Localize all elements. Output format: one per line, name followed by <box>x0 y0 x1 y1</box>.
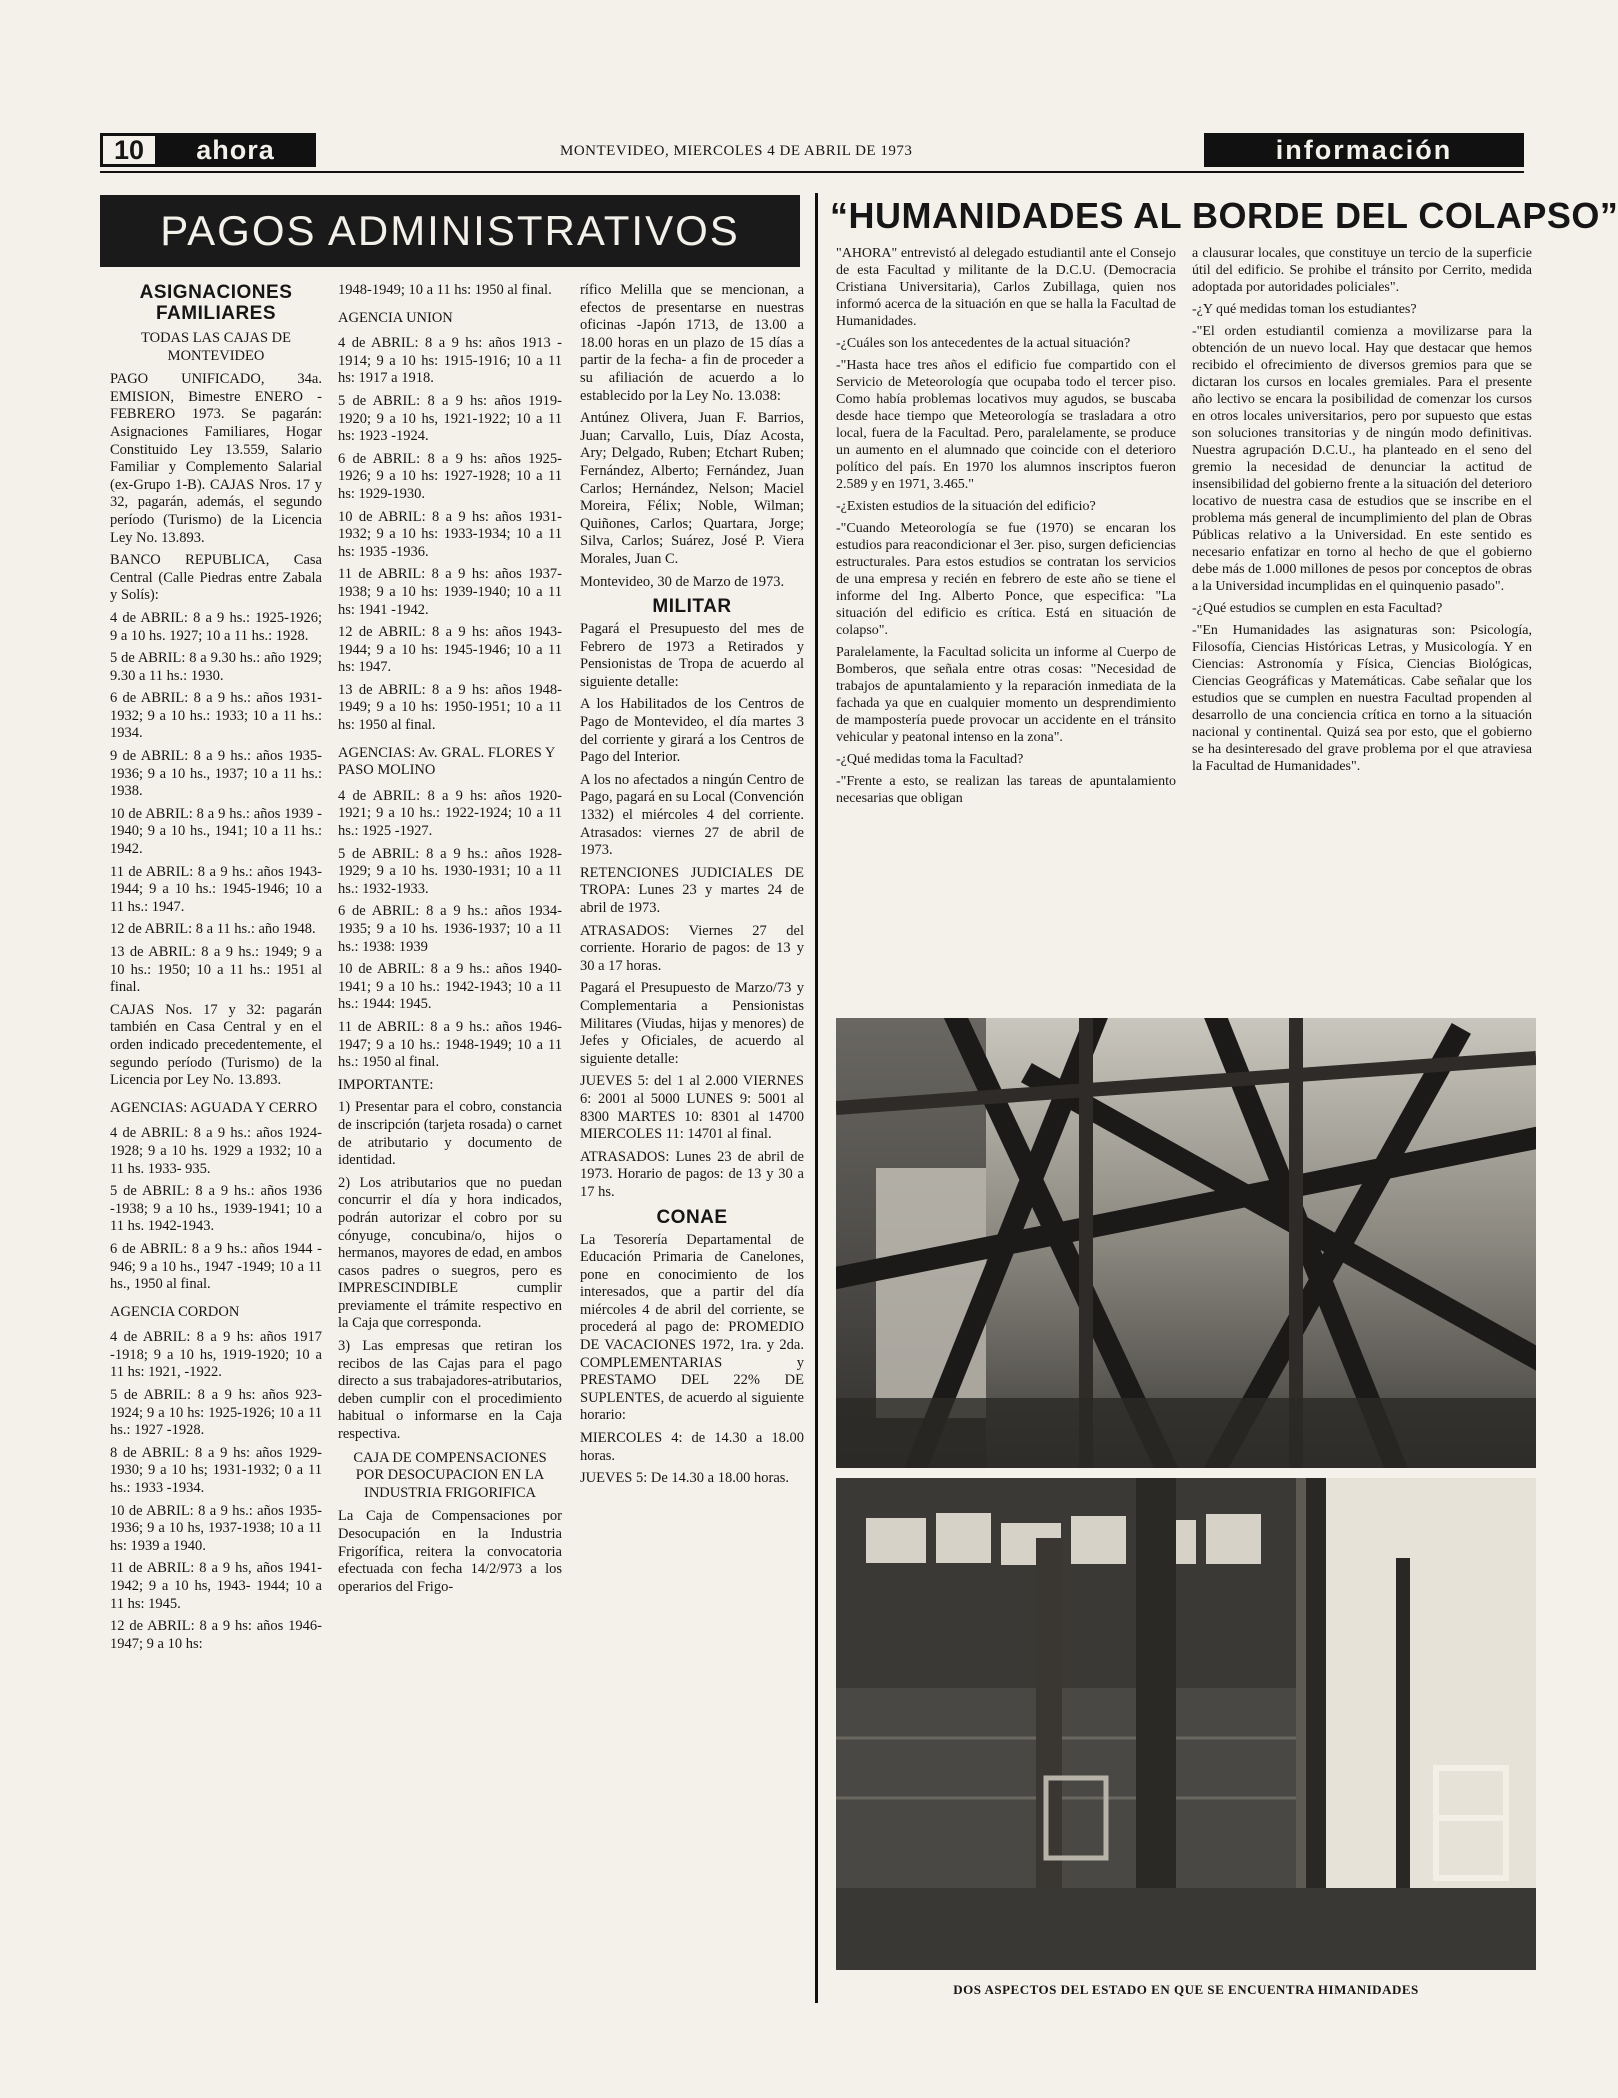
subsection-heading: MILITAR <box>652 596 732 618</box>
agency-heading: AGENCIA UNION <box>338 309 453 326</box>
section-banner: PAGOS ADMINISTRATIVOS <box>100 195 800 267</box>
article-paragraph: -¿Cuáles son los antecedentes de la actual situación? <box>836 336 1131 351</box>
scaffolding-photo <box>836 1018 1536 1468</box>
paragraph: CAJAS Nos. 17 y 32: pagarán también en Casa Central y en el orden indicado precedentemente, el segundo período (Turismo) de la Licencia por Ley No. 13.893. <box>110 1001 322 1089</box>
column-divider <box>815 193 818 2003</box>
paragraph: A los Habilitados de los Centros de Pago de Montevideo, el día martes 3 del corriente y girará a los Centros de Pago del Interior. <box>580 696 804 766</box>
paragraph: 5 de ABRIL: 8 a 9 hs: años 923-1924; 9 a 10 hs: 1925-1926; 10 a 11 hs.: 1927 -1928. <box>110 1387 322 1439</box>
dateline: MONTEVIDEO, MIERCOLES 4 DE ABRIL DE 1973 <box>560 143 913 159</box>
paragraph: 5 de ABRIL: 8 a 9 hs.: años 1928-1929; 9 a 10 hs. 1930-1931; 10 a 11 hs.: 1932-1933. <box>338 845 562 897</box>
paragraph: 11 de ABRIL: 8 a 9 hs.: años 1943-1944; 9 a 10 hs.: 1945-1946; 10 a 11 hs.: 1947. <box>110 863 322 915</box>
page-number: 10 <box>103 136 158 164</box>
paragraph: 6 de ABRIL: 8 a 9 hs.: años 1944 - 946; 9 a 10 hs., 1947 -1949; 10 a 11 hs., 1950 al final. <box>110 1240 322 1293</box>
left-column-2 <box>338 282 562 1601</box>
interior-illustration <box>836 1478 1536 1970</box>
paragraph: 12 de ABRIL: 8 a 9 hs: años 1943-1944; 9 a 10 hs: 1945-1946; 10 a 11 hs: 1947. <box>338 624 562 676</box>
paragraph: 4 de ABRIL: 8 a 9 hs: años 1920-1921; 9 a 10 hs.: 1922-1924; 10 a 11 hs.: 1925 -1927. <box>338 787 562 840</box>
article-paragraph: Paralelamente, la Facultad solicita un informe al Cuerpo de Bomberos, que señala entre otras cosas: "Necesidad de trabajos de apuntalamiento y la reparación inmediata de la fachada ya que en cualquier momento un desprendimiento de mampostería puede provocar un accidente en el tránsito vehicular y peatonal intenso en la zona". <box>836 645 1176 745</box>
article-column-1 <box>836 245 1176 812</box>
paragraph: 1948-1949; 10 a 11 hs: 1950 al final. <box>338 282 552 298</box>
left-column-3 <box>580 282 804 1493</box>
paragraph: 12 de ABRIL: 8 a 11 hs.: año 1948. <box>110 921 316 938</box>
newspaper-brand: ahora <box>158 136 313 164</box>
paragraph: 13 de ABRIL: 8 a 9 hs: años 1948-1949; 9 a 10 hs: 1950-1951; 10 a 11 hs: 1950 al final. <box>338 681 562 734</box>
article-paragraph: -"En Humanidades las asignaturas son: Psicología, Filosofía, Ciencias Históricas Letras, y Musicología. Y en Ciencias: Astronomía y Física, Ciencias Biológicas, Ciencias Geográficas y Matemáticas. Cabe señalar que los estudios que se cumplen en nuestra Facultad propenden al desarrollo de una conciencia crítica en torno a la situación nacional y continental. Quizá sea por esto, que el gobierno se ha desinteresado del grave problema por el que atraviesa la Facultad de Humanidades". <box>1192 623 1532 774</box>
paragraph: 4 de ABRIL: 8 a 9 hs: años 1913 - 1914; 9 a 10 hs: 1915-1916; 10 a 11 hs: 1917 a 1918. <box>338 335 562 387</box>
paragraph: 6 de ABRIL: 8 a 9 hs: años 1925-1926; 9 a 10 hs: 1927-1928; 10 a 11 hs: 1929-1930. <box>338 450 562 502</box>
paragraph: Pagará el Presupuesto del mes de Febrero de 1973 a Retirados y Pensionistas de Tropa de acuerdo al siguiente detalle: <box>580 621 804 690</box>
paragraph: 6 de ABRIL: 8 a 9 hs.: años 1931-1932; 9 a 10 hs.: 1933; 10 a 11 hs.: 1934. <box>110 690 322 742</box>
paragraph: A los no afectados a ningún Centro de Pago, pagará en su Local (Convención 1332) el miércoles 4 del corriente. Atrasados: viernes 27 de abril de 1973. <box>580 771 804 859</box>
article-paragraph: -¿Qué estudios se cumplen en esta Facultad? <box>1192 601 1443 616</box>
paragraph: 11 de ABRIL: 8 a 9 hs.: años 1946-1947; 9 a 10 hs.: 1948-1949; 10 a 11 hs.: 1950 al final. <box>338 1018 562 1071</box>
article-headline: “HUMANIDADES AL BORDE DEL COLAPSO” <box>830 195 1618 236</box>
left-column-1 <box>110 282 322 1658</box>
subsection-subtitle: CAJA DE COMPENSACIONES POR DESOCUPACION EN LA INDUSTRIA FRIGORIFICA <box>353 1449 547 1501</box>
paragraph: Pagará el Presupuesto de Marzo/73 y Complementaria a Pensionistas Militares (Viudas, hijas y menores) de Jefes y Oficiales, de acuerdo al siguiente detalle: <box>580 980 804 1067</box>
masthead-rule <box>100 171 1524 173</box>
paragraph: PAGO UNIFICADO, 34a. EMISION, Bimestre ENERO -FEBRERO 1973. Se pagarán: Asignaciones Familiares, Hogar Constituido Ley 13.559, Salario Familiar y Complemento Salarial (ex-Grupo 1-B). CAJAS Nros. 17 y 32, pagarán, además, el segundo período (Turismo) de la Licencia Ley No. 13.893. <box>110 371 322 546</box>
paragraph: 10 de ABRIL: 8 a 9 hs.: años 1939 - 1940; 9 a 10 hs., 1941; 10 a 11 hs.: 1942. <box>110 805 322 858</box>
paragraph: 4 de ABRIL: 8 a 9 hs.: 1925-1926; 9 a 10 hs. 1927; 10 a 11 hs.: 1928. <box>110 609 322 644</box>
article-paragraph: -"El orden estudiantil comienza a movilizarse para la obtención de un nuevo local. Hay que destacar que hemos recibido el ofrecimiento de diversos gremios para que se dictaran los cursos en locales gremiales. Para el presente año lectivo se encara la posibilidad de comenzar los cursos en otros locales universitarios, pero por supuesto que estas son soluciones transitorias y de ningún modo definitivas. Nuestra agrupación D.C.U., ha planteado en el seno del gremio la necesidad de denunciar la actitud de insensibilidad del gobierno frente a la situación del deterioro locativo de nuestra casa de estudios que se inscribe en el problema más general de incumplimiento del plan de Obras Públicas relativo a la Universidad. En este sentido es necesario enfatizar en torno al hecho de que el gobierno debe más de 1.000 millones de pesos por conceptos de obras a la Universidad incumplidas en el quinquenio pasado". <box>1192 324 1532 594</box>
paragraph: 5 de ABRIL: 8 a 9 hs.: años 1936 -1938; 9 a 10 hs., 1939-1941; 10 a 11 hs. 1942-1943. <box>110 1183 322 1235</box>
paragraph: 10 de ABRIL: 8 a 9 hs.: años 1940-1941; 9 a 10 hs.: 1942-1943; 10 a 11 hs.: 1944: 1945. <box>338 961 562 1013</box>
photo-caption: DOS ASPECTOS DEL ESTADO EN QUE SE ENCUENTRA HIMANIDADES <box>953 1982 1419 1997</box>
article-paragraph: "AHORA" entrevistó al delegado estudiantil ante el Consejo de esta Facultad y militante de la D.C.U. (Democracia Cristiana Universitaria), Carlos Zubillaga, quien nos informó acerca de la situación en que se halla la Facultad de Humanidades. <box>836 246 1176 329</box>
article-paragraph: -¿Qué medidas toma la Facultad? <box>836 752 1024 767</box>
paragraph: rífico Melilla que se mencionan, a efectos de presentarse en nuestras oficinas -Japón 1713, de 13.00 a 18.00 horas en un plazo de 15 días a partir de la fecha- a fin de proceder a su afiliación de acuerdo a lo establecido por la Ley No. 13.038: <box>580 282 804 404</box>
paragraph: 4 de ABRIL: 8 a 9 hs: años 1917 -1918; 9 a 10 hs, 1919-1920; 10 a 11 hs: 1921, -1922. <box>110 1329 322 1381</box>
paragraph: 12 de ABRIL: 8 a 9 hs: años 1946-1947; 9 a 10 hs: <box>110 1618 322 1652</box>
paragraph: 5 de ABRIL: 8 a 9 hs: años 1919-1920; 9 a 10 hs, 1921-1922; 10 a 11 hs: 1923 -1924. <box>338 392 562 445</box>
paragraph: BANCO REPUBLICA, Casa Central (Calle Piedras entre Zabala y Solís): <box>110 552 322 604</box>
paragraph: 2) Los atributarios que no puedan concurrir el día y hora indicados, podrán autorizar el cobro por su cónyuge, concubina/o, hijos o hermanos, mayores de edad, en ambos casos padres o suegros, pero es IMPRESCINDIBLE cumplir previamente el trámite respectivo en la Caja que corresponda. <box>338 1174 562 1332</box>
article-paragraph: -¿Y qué medidas toman los estudiantes? <box>1192 302 1417 317</box>
article-paragraph: -"Cuando Meteorología se fue (1970) se encaran los estudios para reacondicionar el 3er. piso, surgen deficiencias estructurales. Para estos estudios se contratan los servicios de una empresa y recién en febrero de este año se tiene el informe del Ing. Alberto Ponce, que especifica: "La situación del edificio es crítica. Está en situación de colapso". <box>836 521 1176 638</box>
paragraph: JUEVES 5: De 14.30 a 18.00 horas. <box>580 1470 790 1487</box>
paragraph: IMPORTANTE: <box>338 1076 434 1093</box>
paragraph: 4 de ABRIL: 8 a 9 hs.: años 1924-1928; 9 a 10 hs. 1929 a 1932; 10 a 11 hs. 1933- 935. <box>110 1125 322 1177</box>
article-column-2 <box>1192 245 1532 780</box>
section-tag: información <box>1204 133 1524 167</box>
article-paragraph: -"Frente a esto, se realizan las tareas de apuntalamiento necesarias que obligan <box>836 774 1176 806</box>
paragraph: ATRASADOS: Lunes 23 de abril de 1973. Horario de pagos: de 13 y 30 a 17 hs. <box>580 1148 804 1200</box>
paragraph: 8 de ABRIL: 8 a 9 hs: años 1929-1930; 9 a 10 hs; 1931-1932; 0 a 11 hs.: 1933 -1934. <box>110 1444 322 1497</box>
paragraph: 6 de ABRIL: 8 a 9 hs.: años 1934-1935; 9 a 10 hs. 1936-1937; 10 a 11 hs.: 1938: 1939 <box>338 903 562 955</box>
paragraph: 11 de ABRIL: 8 a 9 hs: años 1937-1938; 9 a 10 hs: 1939-1940; 10 a 11 hs: 1941 -1942. <box>338 566 562 618</box>
paragraph: 1) Presentar para el cobro, constancia de inscripción (tarjeta rosada) o carnet de atributario y documento de identidad. <box>338 1099 562 1169</box>
paragraph: La Caja de Compensaciones por Desocupación en la Industria Frigorífica, reitera la convocatoria efectuada con fecha 14/2/973 a los operarios del Frigo- <box>338 1508 562 1595</box>
scaffolding-illustration <box>836 1018 1536 1468</box>
agency-heading: AGENCIAS: Av. GRAL. FLORES Y PASO MOLINO <box>338 744 555 779</box>
paragraph: 10 de ABRIL: 8 a 9 hs.: años 1935-1936; 9 a 10 hs, 1937-1938; 10 a 11 hs: 1939 a 1940. <box>110 1502 322 1554</box>
article-paragraph: a clausurar locales, que constituye un tercio de la superficie útil del edificio. Se prohibe el tránsito por Cerrito, medida adoptada por autoridades policiales". <box>1192 246 1532 295</box>
subsection-heading: CONAE <box>656 1206 728 1228</box>
article-paragraph: -¿Existen estudios de la situación del edificio? <box>836 499 1096 514</box>
interior-photo <box>836 1478 1536 1970</box>
paragraph: 10 de ABRIL: 8 a 9 hs: años 1931-1932; 9 a 10 hs: 1933-1934; 10 a 11 hs: 1935 -1936. <box>338 508 562 560</box>
paragraph: La Tesorería Departamental de Educación Primaria de Canelones, pone en conocimiento de los interesados, que a partir del día miércoles 4 de abril del corriente, se procederá al pago de: PROMEDIO DE VACACIONES 1972, 1ra. y 2da. COMPLEMENTARIAS y PRESTAMO DEL 22% DE SUPLENTES, de acuerdo al siguiente horario: <box>580 1231 804 1424</box>
paragraph: 9 de ABRIL: 8 a 9 hs.: años 1935-1936; 9 a 10 hs., 1937; 10 a 11 hs.: 1938. <box>110 748 322 800</box>
subsection-subtitle: TODAS LAS CAJAS DE MONTEVIDEO <box>141 330 291 364</box>
page-number-box <box>100 133 316 167</box>
paragraph: Montevideo, 30 de Marzo de 1973. <box>580 573 785 590</box>
paragraph: 11 de ABRIL: 8 a 9 hs, años 1941-1942; 9 a 10 hs, 1943- 1944; 10 a 11 hs: 1945. <box>110 1560 322 1612</box>
paragraph: MIERCOLES 4: de 14.30 a 18.00 horas. <box>580 1430 804 1464</box>
subsection-heading: ASIGNACIONES FAMILIARES <box>139 282 293 324</box>
paragraph: 5 de ABRIL: 8 a 9.30 hs.: año 1929; 9.30 a 11 hs.: 1930. <box>110 650 322 684</box>
agency-heading: AGENCIAS: AGUADA Y CERRO <box>110 1099 318 1116</box>
paragraph: ATRASADOS: Viernes 27 del corriente. Horario de pagos: de 13 y 30 a 17 horas. <box>580 922 804 974</box>
paragraph: 3) Las empresas que retiran los recibos de las Cajas para el pago directo a sus trabajadores-atributarios, deben cumplir con el procedimiento habitual o informarse en la Caja respectiva. <box>338 1338 562 1443</box>
masthead <box>100 133 1524 171</box>
paragraph: Antúnez Olivera, Juan F. Barrios, Juan; Carvallo, Luis, Díaz Acosta, Ary; Delgado, Ruben; Etchart Ruben; Fernández, Alberto; Fernández, Juan Carlos; Hernández, Nelson; Maciel Moreira, Félix; Noble, Wilman; Quiñones, Carlos; Quartara, Jorge; Silva, Carlos; Suárez, José P. Viera Morales, Juan C. <box>580 410 804 567</box>
article-paragraph: -"Hasta hace tres años el edificio fue compartido con el Servicio de Meteorología que ocupaba todo el tercer piso. Como había problemas locativos muy agudos, se buscaba desde hace tiempo que Meteorología se trasladara a otro local, fuera de la Facultad. Pero, paralelamente, se produce un aumento en el alumnado que coincide con el deterioro político del país. En 1970 los alumnos inscriptos fueron 2.589 y en 1971, 3.465." <box>836 358 1176 492</box>
paragraph: 13 de ABRIL: 8 a 9 hs.: 1949; 9 a 10 hs.: 1950; 10 a 11 hs.: 1951 al final. <box>110 944 322 996</box>
paragraph: RETENCIONES JUDICIALES DE TROPA: Lunes 23 y martes 24 de abril de 1973. <box>580 864 804 916</box>
agency-heading: AGENCIA CORDON <box>110 1303 240 1320</box>
paragraph: JUEVES 5: del 1 al 2.000 VIERNES 6: 2001 al 5000 LUNES 9: 5001 al 8300 MARTES 10: 8301 al 14700 MIERCOLES 11: 14701 al final. <box>580 1073 804 1143</box>
